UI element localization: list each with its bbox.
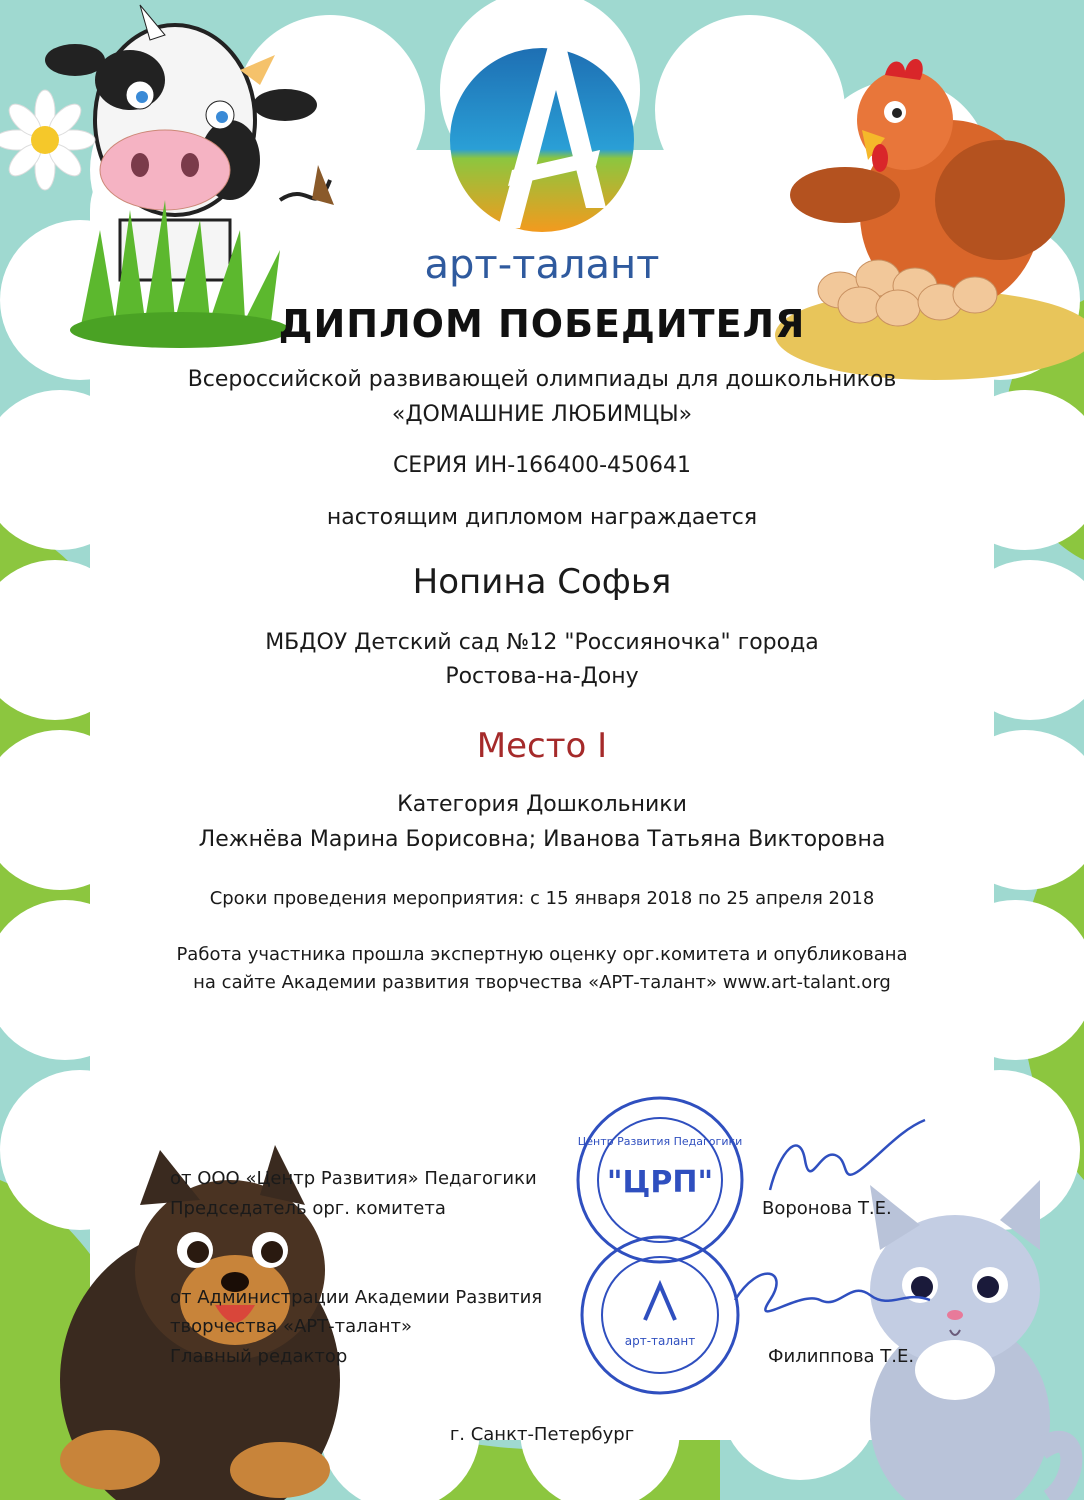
brand-name: арт-талант (424, 242, 660, 288)
event-dates: Сроки проведения мероприятия: с 15 января 2018 по 25 апреля 2018 (209, 888, 875, 909)
signature-from-1: от ООО «Центр Развития» Педагогики (170, 1168, 537, 1189)
participant-name: Нопина Софья (412, 562, 672, 602)
category: Категория Дошкольники (397, 792, 687, 817)
city: г. Санкт-Петербург (449, 1424, 635, 1445)
stamp-crp-center: "ЦРП" (606, 1165, 714, 1200)
editor-name: Филиппова Т.Е. (768, 1346, 915, 1367)
olympiad-line-2: «ДОМАШНИЕ ЛЮБИМЦЫ» (391, 402, 693, 427)
olympiad-line-1: Всероссийской развивающей олимпиады для дошкольников (187, 367, 897, 392)
institution-line-2: Ростова-на-Дону (445, 664, 639, 689)
chair-name: Воронова Т.Е. (762, 1198, 892, 1219)
signature-from-2-line-2: творчества «АРТ-талант» (170, 1316, 412, 1337)
series-number: СЕРИЯ ИН-166400-450641 (392, 453, 692, 478)
stamp-art-talant-center: арт-талант (624, 1334, 696, 1348)
chair-title: Председатель орг. комитета (170, 1198, 446, 1219)
stamp-crp-ring: Центр Развития Педагогики (577, 1135, 743, 1148)
work-note-line-2: на сайте Академии развития творчества «АРТ-талант» www.art-talant.org (193, 972, 891, 993)
work-note-line-1: Работа участника прошла экспертную оценку орг.комитета и опубликована (176, 944, 908, 965)
diploma-title: ДИПЛОМ ПОБЕДИТЕЛЯ (278, 302, 806, 346)
signature-from-2-line-1: от Администрации Академии Развития (170, 1287, 543, 1308)
place: Место I (476, 726, 608, 766)
awarded-text: настоящим дипломом награждается (326, 505, 758, 530)
editor-title: Главный редактор (170, 1346, 348, 1367)
teachers: Лежнёва Марина Борисовна; Иванова Татьяна Викторовна (198, 827, 886, 852)
institution-line-1: МБДОУ Детский сад №12 "Россияночка" города (265, 630, 819, 655)
